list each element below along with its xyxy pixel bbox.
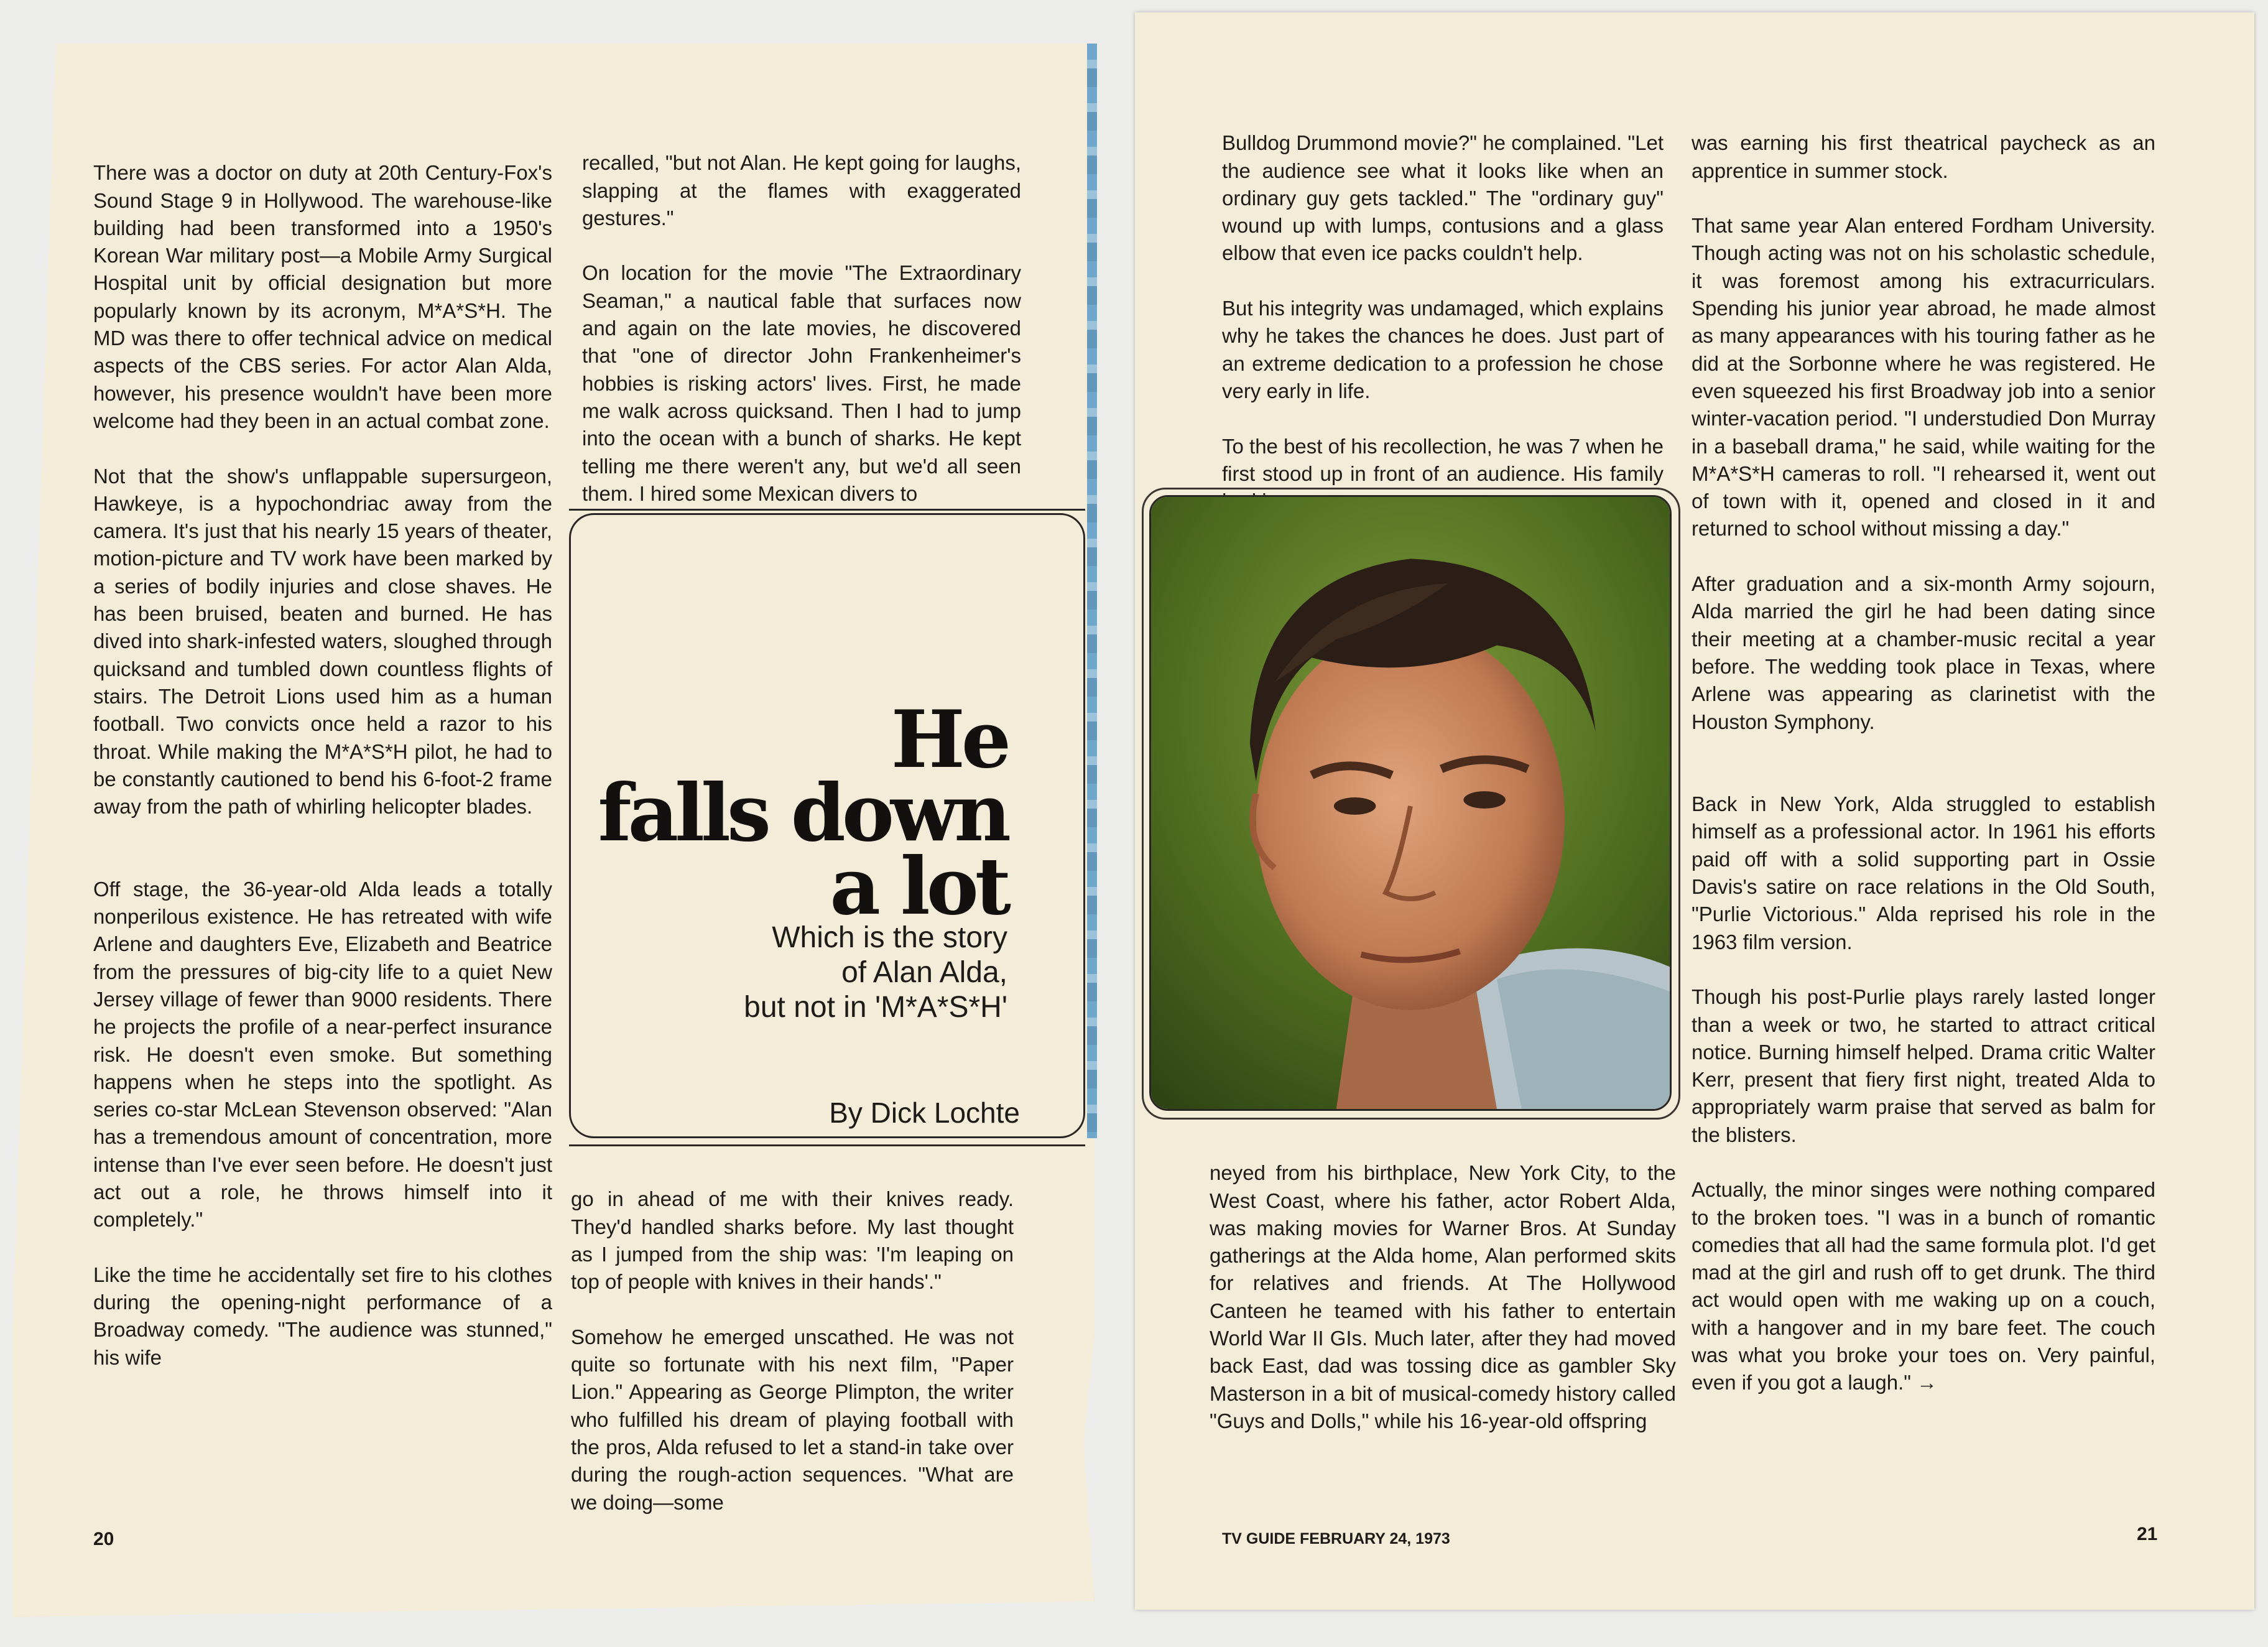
- binding-edge: [1087, 44, 1097, 1138]
- article-paragraph: Back in New York, Alda struggled to establish himself as a professional actor. In 1961 his efforts paid off with a solid supporting part in Ossie Davis's satire on race relations in the Old South, "Purlie Victorious." Alda reprised his role in the 1963 film version.: [1692, 792, 2155, 953]
- article-paragraph: Off stage, the 36-year-old Alda leads a totally nonperilous existence. He has retreated with wife Arlene and daughters Eve, Elizabeth and Beatrice from the pressures of big-city life to a quiet New Jersey village of fewer than 9000 residents. There he projects the profile of a near-perfect insurance risk. He doesn't even smoke. But something happens when he steps into the spotlight. As series co-star McLean Stevenson observed: "Alan has a tremendous amount of concentration, more intense than I've ever seen before. He doesn't just act out a role, he throws himself into it completely.": [93, 877, 552, 1232]
- article-paragraph: There was a doctor on duty at 20th Century-Fox's Sound Stage 9 in Hollywood. The warehouse-like building had been transformed into a 1950's Korean War military post—a Mobile Army Surgical Hospital unit by official designation but more popularly known by its acronym, M*A*S*H. The MD was there to offer technical advice on medical aspects of the CBS series. For actor Alan Alda, however, his presence wouldn't have been more welcome had they been in an actual combat zone.: [93, 161, 552, 432]
- article-paragraph: was earning his first theatrical paycheck as an apprentice in summer stock.: [1692, 131, 2155, 182]
- article-paragraph: After graduation and a six-month Army sojourn, Alda married the girl he had been dating since their meeting at a chamber-music recital a year before. The wedding took place in Texas, where Arlene was appearing as clarinetist with the Houston Symphony.: [1692, 572, 2155, 733]
- portrait-photo: [1149, 495, 1672, 1111]
- article-headline: [572, 694, 1007, 932]
- article-paragraph: To the best of his recollection, he was 7 when he first stood up in front of an audience. His family: [1222, 434, 1664, 485]
- article-dek: [572, 921, 1007, 1025]
- right-column-1-bottom: [1210, 1132, 1676, 1463]
- dek-line: Which is the story: [772, 921, 1007, 954]
- article-paragraph: Actually, the minor singes were nothing compared to the broken toes. "I was in a bunch of romantic comedies that all had the same formula plot. I'd get mad at the girl and rush off to get drunk. The third act would open with me waking up on a couch, with a hangover and in my bare feet. The couch was what you broke your toes on. Very painful, even if you got a laugh." →: [1692, 1178, 2155, 1394]
- headline-line: a lot: [830, 840, 1007, 932]
- headline-line: He: [891, 694, 1007, 786]
- article-paragraph: recalled, "but not Alan. He kept going for laughs, slapping at the flames with exaggerated gestures.": [582, 151, 1021, 230]
- right-column-2: [1692, 102, 2155, 1424]
- article-paragraph: Somehow he emerged unscathed. He was not quite so fortunate with his next film, "Paper Lion." Appearing as George Plimpton, the writer who fulfilled his dream of playing football with the pros, Alda refused to let a stand-in take over during the rough-action sequences. "What are we doing—some: [571, 1325, 1014, 1514]
- article-paragraph: go in ahead of me with their knives ready. They'd handled sharks before. My last thought as I jumped from the ship was: 'I'm leaping on top of people with knives in their hands'.": [571, 1187, 1014, 1294]
- article-paragraph: That same year Alan entered Fordham University. Though acting was not on his scholastic schedule, it was foremost among his extracurriculars. Spending his junior year abroad, he made almost as many appearances with his touring father as he did at the Sorbonne where he was registered. He even squeezed his first Broadway job into a senior winter-vacation period. "I understudied Don Murray in a baseball drama," he said, while waiting for the M*A*S*H cameras to roll. "I rehearsed it, went out of town with it, opened and closed in it and returned to school without missing a day.": [1692, 214, 2155, 540]
- column-rule-bottom: [569, 1144, 1085, 1146]
- article-paragraph: neyed from his birthplace, New York City, to the West Coast, where his father, actor Robert Alda, was making movies for Warner Bros. At Sunday gatherings at the Alda home, Alan performed skits for relatives and friends. At The Hollywood Canteen he teamed with his father to entertain World War II GIs. Much later, after they had moved back East, dad was tossing dice as gambler Sky Masterson in a bit of musical-comedy history called "Guys and Dolls," while his 16-year-old offspring: [1210, 1161, 1676, 1432]
- headline-line: falls down: [598, 767, 1007, 859]
- article-paragraph: But his integrity was undamaged, which explains why he takes the chances he does. Just part of an extreme dedication to a profession he chose very early in life.: [1222, 297, 1664, 402]
- portrait-illustration: [1151, 497, 1670, 1109]
- article-paragraph: Not that the show's unflappable supersurgeon, Hawkeye, is a hypochondriac away from the camera. It's just that his nearly 15 years of theater, motion-picture and TV work have been marked by a series of bodily injuries and close shaves. He has been bruised, beaten and burned. He has dived into shark-infested waters, sloughed through quicksand and tumbled down countless flights of stairs. The Detroit Lions used him as a human football. Two convicts once held a razor to his throat. While making the M*A*S*H pilot, he had to be constantly cautioned to bend his 6-foot-2 frame away from the path of whirling helicopter blades.: [93, 464, 552, 819]
- dek-line: of Alan Alda,: [841, 956, 1007, 989]
- byline: By Dick Lochte: [829, 1097, 1020, 1129]
- left-column-2-bottom: [571, 1158, 1014, 1544]
- left-column-2-top: [582, 122, 1021, 535]
- page-number-right: 21: [2137, 1524, 2158, 1544]
- article-paragraph: Though his post-Purlie plays rarely lasted longer than a week or two, he started to attract critical notice. Burning himself helped. Drama critic Walter Kerr, present that fiery first night, treated Alda to appropriately warm praise that served as balm for the blisters.: [1692, 985, 2155, 1146]
- article-paragraph: Like the time he accidentally set fire to his clothes during the opening-night performance of a Broadway comedy. "The audience was stunned," his wife: [93, 1263, 552, 1369]
- article-paragraph: Bulldog Drummond movie?" he complained. "Let the audience see what it looks like when an ordinary guy gets tackled." The "ordinary guy" wound up with lumps, contusions and a glass elbow that even ice packs couldn't help.: [1222, 131, 1664, 265]
- dek-line: but not in 'M*A*S*H': [744, 991, 1007, 1024]
- left-column-1: [93, 132, 552, 1399]
- magazine-footer-line: TV GUIDE FEBRUARY 24, 1973: [1222, 1530, 1450, 1547]
- page-number-left: 20: [93, 1529, 114, 1549]
- column-rule-top: [569, 509, 1085, 511]
- right-column-1-top: [1222, 102, 1664, 543]
- article-paragraph: On location for the movie "The Extraordinary Seaman," a nautical fable that surfaces now and again on the late movies, he discovered that "one of director John Frankenheimer's hobbies is risking actors' lives. First, he made me walk across quicksand. Then I had to jump into the ocean with a bunch of sharks. He kept telling me there weren't any, but we'd all seen them. I hired some Mexican divers to: [582, 261, 1021, 505]
